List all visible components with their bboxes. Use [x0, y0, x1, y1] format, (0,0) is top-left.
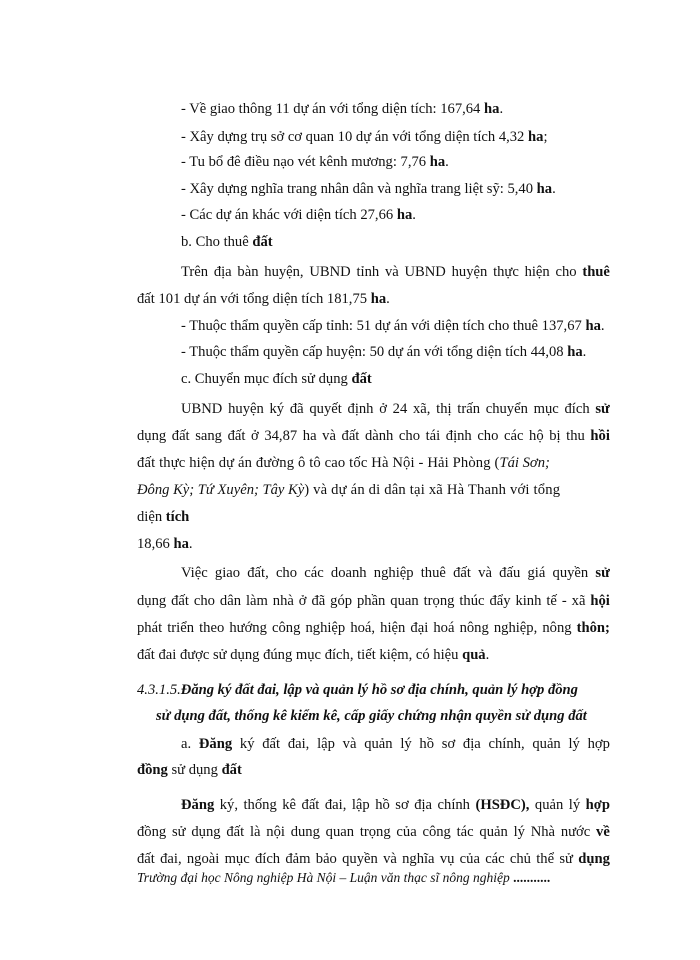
word: đất	[301, 797, 320, 813]
word: trấn	[457, 401, 480, 417]
word: và	[478, 565, 492, 581]
word: đất	[453, 565, 471, 581]
word: xã	[571, 593, 586, 609]
word: a.	[181, 736, 192, 752]
word: nước	[560, 824, 591, 840]
word: ký	[239, 736, 255, 752]
word: 34,87	[264, 428, 298, 444]
paragraph-line	[181, 564, 610, 582]
word: của	[396, 824, 417, 840]
paragraph-line	[137, 850, 610, 868]
word: đất	[341, 428, 360, 444]
word: lý	[513, 824, 525, 840]
list-item: - Thuộc thẩm quyền cấp huyện: 50 dự án với tổng diện tích 44,08 ha.	[181, 344, 587, 360]
paragraph-line: diện tích	[137, 509, 190, 525]
word: thực	[493, 264, 519, 280]
word: giao	[214, 565, 241, 581]
word: của	[459, 851, 480, 867]
word: đai,	[287, 736, 310, 752]
word: lý	[400, 736, 412, 752]
word: hoá	[433, 620, 455, 636]
word: đai,	[324, 797, 347, 813]
word: phát	[137, 620, 163, 636]
word: tỉnh	[356, 264, 380, 280]
word: các	[485, 851, 505, 867]
word: ký	[269, 401, 285, 417]
word: Nhà	[530, 824, 556, 840]
list-item: - Về giao thông 11 dự án với tổng diện tích: 167,64 ha.	[181, 101, 504, 117]
list-item: - Thuộc thẩm quyền cấp tỉnh: 51 dự án với diện tích cho thuê 137,67 ha.	[181, 318, 605, 334]
word: quyền	[552, 565, 589, 581]
word: định	[445, 428, 472, 444]
word: sử	[595, 565, 610, 581]
word: ngoài	[186, 851, 220, 867]
word: đất,	[247, 565, 269, 581]
word: bảo	[315, 851, 337, 867]
word: công	[422, 824, 451, 840]
word: đất	[171, 428, 190, 444]
word: thị	[436, 401, 452, 417]
word: sơ	[395, 797, 409, 813]
word: quản	[364, 736, 393, 752]
word: trọng	[359, 824, 391, 840]
word: UBND	[181, 401, 223, 417]
word: hoá,	[350, 620, 376, 636]
word: và	[342, 736, 357, 752]
list-item: - Tu bổ đê điều nạo vét kênh mương: 7,76 ha.	[181, 154, 449, 170]
paragraph-line	[137, 619, 610, 637]
word: quyền	[342, 851, 378, 867]
word: chuyển	[485, 401, 528, 417]
word: vụ	[439, 851, 455, 867]
word: và	[383, 851, 397, 867]
word: và	[384, 264, 399, 280]
subsection-heading	[181, 735, 610, 753]
word: kê	[282, 797, 297, 813]
paragraph-line	[181, 263, 610, 281]
word: lập	[317, 736, 335, 752]
word: đất	[226, 824, 245, 840]
word: dân	[219, 593, 241, 609]
paragraph-line: đất 101 dự án với tổng diện tích 181,75 ha.	[137, 291, 390, 307]
word: lý	[568, 797, 581, 813]
word: tái	[425, 428, 441, 444]
paragraph-line: đất thực hiện dự án đường ô tô cao tốc Hà Nội - Hải Phòng (Tái Sơn;	[137, 455, 550, 471]
word: phần	[356, 593, 386, 609]
word: cho	[193, 593, 215, 609]
word: dụng	[191, 824, 221, 840]
word: đẩy	[489, 593, 511, 609]
word: (HSĐC),	[475, 797, 530, 813]
word: huyện	[451, 264, 488, 280]
word: nông	[542, 620, 572, 636]
word: ở	[298, 593, 307, 609]
list-item: - Các dự án khác với diện tích 27,66 ha.	[181, 207, 416, 223]
paragraph-line: đất đai được sử dụng đúng mục đích, tiết kiệm, có hiệu quả.	[137, 647, 490, 663]
word: góp	[330, 593, 353, 609]
word: huyện	[228, 401, 264, 417]
list-item: - Xây dựng trụ sở cơ quan 10 dự án với tổng diện tích 4,32 ha;	[181, 129, 548, 145]
paragraph-line	[137, 592, 610, 610]
word: đã	[289, 401, 304, 417]
subsection-heading: đồng sử dụng đất	[137, 762, 242, 778]
word: đích	[254, 851, 281, 867]
word: hồ	[375, 797, 390, 813]
word: công	[272, 620, 301, 636]
word: mục	[224, 851, 250, 867]
word: đất	[262, 736, 281, 752]
word: thể	[536, 851, 555, 867]
word: dụng	[578, 851, 610, 867]
word: quản	[479, 824, 508, 840]
word: triển	[167, 620, 194, 636]
paragraph-line	[181, 796, 610, 814]
word: địa	[213, 264, 232, 280]
word: sử	[559, 851, 573, 867]
word: địa	[462, 736, 481, 752]
word: hồi	[590, 428, 610, 444]
word: dung	[290, 824, 320, 840]
word: đồng	[137, 824, 167, 840]
word: UBND	[404, 264, 446, 280]
word: dành	[364, 428, 394, 444]
paragraph-line	[137, 427, 610, 445]
word: quyết	[309, 401, 342, 417]
word: đấu	[499, 565, 521, 581]
word: hồ	[419, 736, 435, 752]
word: nghĩa	[402, 851, 435, 867]
word: đất	[227, 428, 246, 444]
word: quản	[532, 736, 561, 752]
word: mục	[533, 401, 559, 417]
subsection-heading: b. Cho thuê đất	[181, 234, 273, 250]
word: nông	[459, 620, 489, 636]
list-item: - Xây dựng nghĩa trang nhân dân và nghĩa trang liệt sỹ: 5,40 ha.	[181, 181, 556, 197]
word: định	[347, 401, 374, 417]
word: về	[596, 824, 610, 840]
word: là	[249, 824, 261, 840]
word: chủ	[509, 851, 531, 867]
word: cho	[275, 565, 298, 581]
word: Việc	[181, 565, 208, 581]
word: quan	[325, 824, 355, 840]
word: cho	[555, 264, 577, 280]
word: hội	[590, 593, 610, 609]
word: thuê	[420, 565, 446, 581]
word: dụng	[137, 428, 167, 444]
paragraph-line	[181, 400, 610, 418]
word: xã,	[412, 401, 431, 417]
word: lý	[568, 736, 580, 752]
word: các	[504, 428, 524, 444]
word: sử	[595, 401, 610, 417]
word: quản	[534, 797, 564, 813]
word: nghiệp,	[493, 620, 538, 636]
word: quan	[390, 593, 419, 609]
word: nghiệp	[305, 620, 346, 636]
word: cho	[398, 428, 420, 444]
word: hiện	[380, 620, 406, 636]
word: chính	[437, 797, 470, 813]
word: theo	[199, 620, 225, 636]
word: và	[322, 428, 336, 444]
word: đích	[564, 401, 590, 417]
paragraph-line	[137, 823, 610, 841]
word: dụng	[137, 593, 167, 609]
word: huyện,	[264, 264, 304, 280]
word: -	[561, 593, 567, 609]
word: ở	[379, 401, 387, 417]
word: đại	[410, 620, 429, 636]
word: bàn	[237, 264, 259, 280]
word: nghiệp	[373, 565, 414, 581]
word: thúc	[459, 593, 485, 609]
word: sang	[195, 428, 222, 444]
word: doanh	[330, 565, 367, 581]
word: hợp	[585, 797, 610, 813]
word: thống	[243, 797, 277, 813]
word: thu	[566, 428, 585, 444]
word: đai,	[160, 851, 182, 867]
word: nội	[266, 824, 285, 840]
word: hộ	[529, 428, 544, 444]
word: cho	[477, 428, 499, 444]
paragraph-line: 18,66 ha.	[137, 536, 193, 552]
paragraph-line: Đông Kỳ; Tứ Xuyên; Tây Kỳ) và dự án di dân tại xã Hà Thanh với tổng	[137, 482, 561, 498]
word: Đăng	[181, 797, 215, 813]
word: ha	[302, 428, 317, 444]
word: đã	[311, 593, 326, 609]
word: Đăng	[198, 736, 233, 752]
word: hợp	[587, 736, 610, 752]
word: Trên	[181, 264, 209, 280]
word: hiện	[524, 264, 550, 280]
word: thôn;	[576, 620, 610, 636]
word: đất	[171, 593, 189, 609]
word: kinh	[515, 593, 542, 609]
word: sử	[171, 824, 186, 840]
word: ký,	[219, 797, 238, 813]
word: thuê	[582, 264, 610, 280]
word: đảm	[285, 851, 311, 867]
word: lập	[351, 797, 370, 813]
word: giá	[527, 565, 546, 581]
word: tác	[456, 824, 474, 840]
word: chính,	[488, 736, 525, 752]
word: tế	[546, 593, 557, 609]
word: sơ	[441, 736, 456, 752]
word: làm	[245, 593, 268, 609]
word: ở	[251, 428, 259, 444]
word: UBND	[309, 264, 351, 280]
word: hướng	[229, 620, 267, 636]
section-heading: sử dụng đất, thống kê kiểm kê, cấp giấy chứng nhận quyền sử dụng đất	[156, 708, 587, 724]
word: trọng	[423, 593, 455, 609]
word: các	[304, 565, 324, 581]
word: bị	[549, 428, 561, 444]
word: đất	[137, 851, 155, 867]
section-heading: 4.3.1.5.Đăng ký đất đai, lập và quản lý hồ sơ địa chính, quản lý hợp đồng	[137, 682, 578, 698]
word: 24	[392, 401, 408, 417]
word: địa	[414, 797, 433, 813]
page-footer: Trường đại học Nông nghiệp Hà Nội – Luận văn thạc sĩ nông nghiệp ...........	[137, 870, 551, 885]
word: nhà	[272, 593, 294, 609]
subsection-heading: c. Chuyển mục đích sử dụng đất	[181, 371, 372, 387]
